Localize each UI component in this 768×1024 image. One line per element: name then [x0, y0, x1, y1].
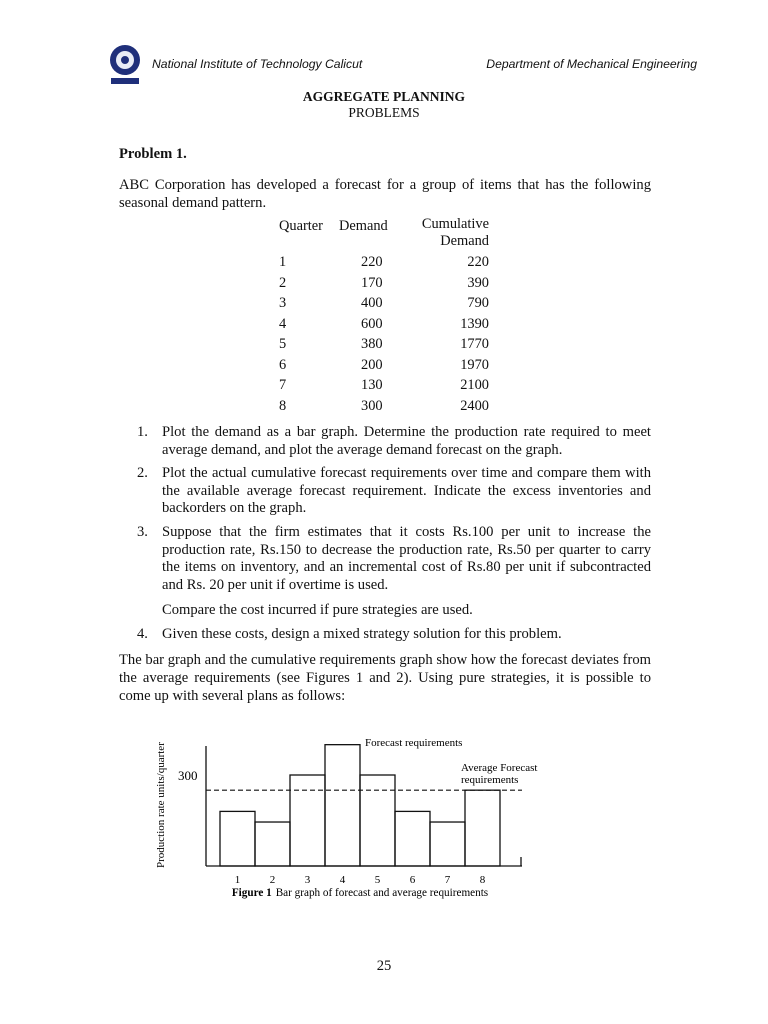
- task-number: 1.: [137, 424, 148, 440]
- intro-paragraph: ABC Corporation has developed a forecast for a group of items that has the following seasonal demand pattern.: [119, 177, 651, 211]
- cumulative-cell: 390: [467, 274, 489, 291]
- table-row: [279, 293, 489, 314]
- bar-quarter-2: [255, 822, 290, 866]
- x-tick-label: 7: [444, 874, 451, 886]
- page-title: AGGREGATE PLANNING: [302, 89, 466, 104]
- quarter-cell: 1: [279, 254, 287, 270]
- x-tick-label: 5: [374, 874, 381, 886]
- nitc-logo: [103, 42, 149, 86]
- quarter-cell: 2: [279, 274, 287, 291]
- quarter-cell: 4: [279, 315, 287, 332]
- task-number: 3.: [137, 523, 148, 540]
- table-row: [279, 314, 489, 335]
- task-item: [119, 465, 651, 518]
- page-subtitle: PROBLEMS: [348, 105, 420, 120]
- demand-cell: 300: [361, 397, 383, 414]
- y-tick-300: 300: [178, 768, 198, 783]
- col-cumulative: Cumulative Demand: [421, 216, 489, 249]
- demand-cell: 400: [361, 295, 383, 311]
- cumulative-cell: 790: [467, 295, 489, 311]
- col-demand: Demand: [339, 218, 388, 234]
- task-item: [119, 424, 651, 459]
- figure-1-bar-chart: [150, 720, 550, 905]
- task-text: Given these costs, design a mixed strategy solution for this problem.: [162, 625, 562, 642]
- task-number: 4.: [137, 625, 148, 642]
- quarter-cell: 3: [279, 295, 287, 311]
- cumulative-cell: 1390: [460, 315, 489, 332]
- x-tick-label: 8: [479, 874, 486, 886]
- problem-heading: Problem 1.: [119, 146, 187, 162]
- x-tick-label: 6: [409, 874, 416, 886]
- table-header: [279, 216, 489, 252]
- bar-quarter-1: [220, 811, 255, 866]
- table-row: [279, 273, 489, 294]
- cumulative-cell: 2100: [460, 377, 489, 393]
- quarter-cell: 7: [279, 377, 287, 393]
- bar-quarter-5: [360, 775, 395, 866]
- quarter-cell: 5: [279, 336, 287, 352]
- figure-caption: Figure 1 Bar graph of forecast and average requirements: [231, 887, 489, 899]
- x-tick-label: 3: [304, 874, 311, 886]
- x-tick-label: 1: [234, 874, 241, 886]
- task-extra: Compare the cost incurred if pure strategies are used.: [162, 602, 473, 619]
- task-text: Suppose that the firm estimates that it costs Rs.100 per unit to increase the production rate, Rs.150 to decrease the production rate, Rs.50 per quarter to carry the items on inventory, and an incremental cost of Rs.80 per unit if subcontracted and Rs. 20 per unit if overtime is used.: [162, 523, 651, 593]
- y-axis-label: Production rate units/quarter: [155, 742, 167, 868]
- closing-paragraph: The bar graph and the cumulative requirements graph show how the forecast deviates from the average requirements (see Figures 1 and 2). Using pure strategies, it is possible to come up with several plans as follows:: [119, 652, 651, 704]
- demand-cell: 200: [361, 356, 383, 373]
- average-forecast-label: Average Forecast requirements: [461, 762, 538, 786]
- quarter-cell: 6: [279, 356, 287, 373]
- bar-quarter-3: [290, 775, 325, 866]
- cumulative-cell: 1770: [460, 336, 489, 352]
- bar-quarter-8: [465, 790, 500, 866]
- col-quarter: Quarter: [279, 218, 323, 234]
- header-institute: National Institute of Technology Calicut: [152, 57, 363, 71]
- bar-quarter-4: [325, 745, 360, 866]
- demand-cell: 130: [361, 377, 383, 393]
- demand-cell: 380: [361, 336, 383, 352]
- table-row: [279, 252, 489, 273]
- x-tick-label: 2: [269, 874, 276, 886]
- bar-quarter-7: [430, 822, 465, 866]
- demand-table: [279, 216, 489, 416]
- demand-cell: 220: [361, 254, 383, 270]
- task-text: Plot the actual cumulative forecast requirements over time and compare them with the available average forecast requirement. Indicate the excess inventories and backorders on the graph.: [162, 465, 651, 517]
- x-tick-label: 4: [339, 874, 346, 886]
- bar-quarter-6: [395, 811, 430, 866]
- cumulative-cell: 220: [467, 254, 489, 270]
- demand-cell: 170: [361, 274, 383, 291]
- task-text: Plot the demand as a bar graph. Determine the production rate required to meet average demand, and plot the average demand forecast on the graph.: [162, 424, 651, 458]
- cumulative-cell: 2400: [460, 397, 489, 414]
- table-row: [279, 375, 489, 396]
- page-number: 25: [376, 958, 392, 974]
- quarter-cell: 8: [279, 397, 287, 414]
- demand-cell: 600: [361, 315, 383, 332]
- table-row: [279, 396, 489, 417]
- forecast-requirements-label: Forecast requirements: [365, 737, 463, 749]
- task-item: [119, 626, 651, 644]
- header-department: Department of Mechanical Engineering: [486, 57, 697, 71]
- task-item: [119, 524, 651, 620]
- cumulative-cell: 1970: [460, 356, 489, 373]
- task-number: 2.: [137, 465, 148, 482]
- table-row: [279, 334, 489, 355]
- task-list: [119, 424, 651, 650]
- table-row: [279, 355, 489, 376]
